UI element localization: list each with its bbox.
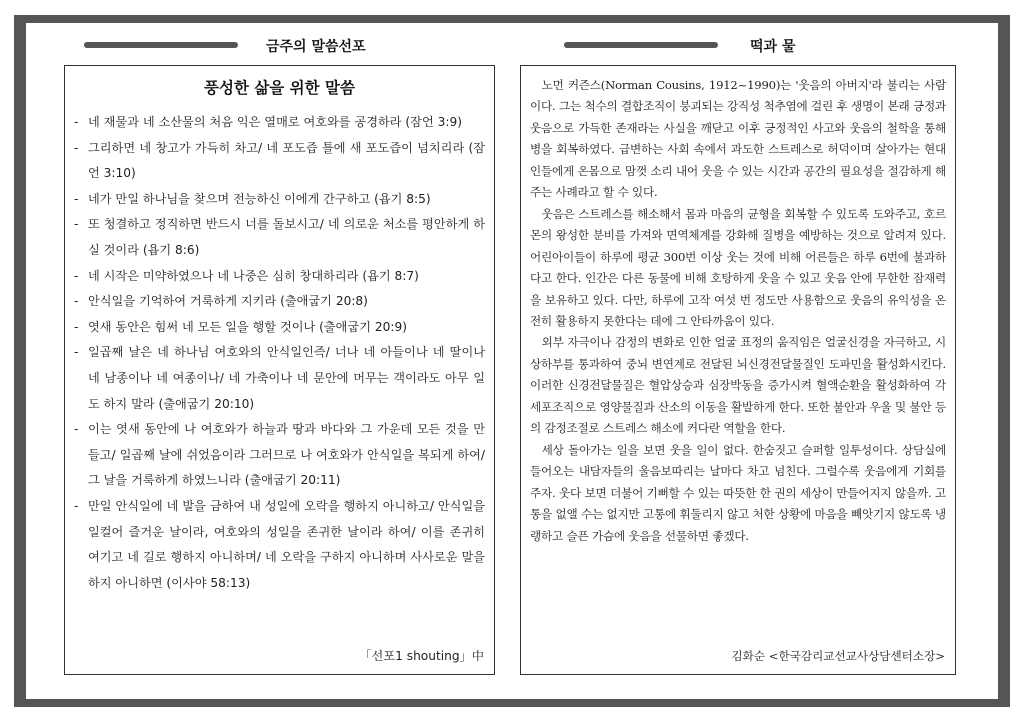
page-content [26, 23, 998, 699]
page-frame [14, 15, 1010, 707]
verse-item: - 네 시작은 미약하였으나 네 나중은 심히 창대하리라 (욥기 8:7) [74, 264, 485, 290]
scripture-source: 「선포1 shouting」中 [359, 649, 484, 663]
left-header-title: 금주의 말씀선포 [266, 39, 366, 55]
essay-box [520, 65, 956, 675]
right-header-bar [564, 42, 718, 48]
essay-author: 김화순 <한국감리교선교사상담센터소장> [731, 649, 945, 663]
verse-item: - 그리하면 네 창고가 가득히 차고/ 네 포도즙 틀에 새 포도즙이 넘치리라 (잠언 3:10) [74, 136, 485, 187]
essay-body [530, 75, 946, 547]
verse-list [74, 110, 485, 596]
essay-paragraph: 웃음은 스트레스를 해소해서 몸과 마음의 균형을 회복할 수 있도록 도와주고, 호르몬의 왕성한 분비를 가져와 면역체계를 강화해 질병을 예방하는 것으로 알려져 있다. 어린아이들이 하루에 평균 300번 이상 웃는 것에 비해 어른들은 하루 6번에 불과하다고 한다. 인간은 다른 동물에 비해 호탕하게 웃을 수 있고 웃음 안에 무한한 잠재력을 보유하고 있다. 다만, 하루에 고작 여섯 번 정도만 사용함으로 웃음의 유익성을 온전히 활용하지 못한다는 데에 그 안타까움이 있다. [530, 206, 946, 328]
left-header-bar [84, 42, 238, 48]
scripture-title: 풍성한 삶을 위한 말씀 [204, 79, 355, 97]
scripture-box [64, 65, 495, 675]
verse-item: - 안식일을 기억하여 거룩하게 지키라 (출애굽기 20:8) [74, 289, 485, 315]
essay-paragraph: 세상 돌아가는 일을 보면 웃을 일이 없다. 한숨짓고 슬퍼할 일투성이다. 상담실에 들어오는 내담자들의 울음보따리는 날마다 차고 넘친다. 그럴수록 웃음에게 기회를 주자. 웃다 보면 더불어 기뻐할 수 있는 따뜻한 한 권의 세상이 만들어지지 않을까. 고통을 없앨 수는 없지만 고통에 휘둘리지 않고 처한 상황에 마음을 빼앗기지 않도록 냉랭하고 슬픈 가슴에 웃음을 선물하면 좋겠다. [530, 442, 946, 543]
verse-item: - 네 재물과 네 소산물의 처음 익은 열매로 여호와를 공경하라 (잠언 3:9) [74, 110, 485, 136]
essay-paragraph: 외부 자극이나 감정의 변화로 인한 얼굴 표정의 움직임은 얼굴신경을 자극하고, 시상하부를 통과하여 중뇌 변연계로 전달된 뇌신경전달물질인 도파민을 활성화시킨다. 이러한 신경전달물질은 혈압상승과 심장박동을 증가시켜 혈액순환을 활성화하여 각 세포조직으로 영양물질과 산소의 이동을 활발하게 한다. 또한 불안과 우울 및 불안 등의 감정조절로 스트레스 해소에 커다란 역할을 한다. [530, 335, 946, 436]
verse-item: - 이는 엿새 동안에 나 여호와가 하늘과 땅과 바다와 그 가운데 모든 것을 만들고/ 일곱째 날에 쉬었음이라 그러므로 나 여호와가 안식일을 복되게 하여/ 그 날을 거룩하게 하였느니라 (출애굽기 20:11) [74, 417, 485, 494]
right-header-title: 떡과 물 [750, 39, 796, 55]
verse-item: - 일곱째 날은 네 하나님 여호와의 안식일인즉/ 너나 네 아들이나 네 딸이나 네 남종이나 네 여종이나/ 네 가축이나 네 문안에 머무는 객이라도 아무 일도 하지 말라 (출애굽기 20:10) [74, 340, 485, 417]
verse-item: - 만일 안식일에 네 발을 금하여 내 성일에 오락을 행하지 아니하고/ 안식일을 일컬어 즐거운 날이라, 여호와의 성일을 존귀한 날이라 하여/ 이를 존귀히 여기고 네 길로 행하지 아니하며/ 네 오락을 구하지 아니하며 사사로운 말을 하지 아니하면 (이사야 58:13) [74, 494, 485, 596]
verse-item: - 엿새 동안은 힘써 네 모든 일을 행할 것이나 (출애굽기 20:9) [74, 315, 485, 341]
verse-item: - 네가 만일 하나님을 찾으며 전능하신 이에게 간구하고 (욥기 8:5) [74, 187, 485, 213]
essay-paragraph: 노먼 커즌스(Norman Cousins, 1912~1990)는 '웃음의 아버지'라 불리는 사람이다. 그는 척수의 결합조직이 붕괴되는 강직성 척추염에 걸린 후 생명이 본래 긍정과 웃음으로 가득한 존재라는 사실을 깨닫고 이후 긍정적인 사고와 웃음의 철학을 통해 병을 회복하였다. 급변하는 사회 속에서 과도한 스트레스로 허덕이며 살아가는 현대인들에게 온몸으로 맘껏 소리 내어 웃을 수 있는 시간과 공간의 필요성을 절감하게 해주는 사례라고 할 수 있다. [530, 78, 946, 200]
verse-item: - 또 청결하고 정직하면 반드시 너를 돌보시고/ 네 의로운 처소를 평안하게 하실 것이라 (욥기 8:6) [74, 212, 485, 263]
